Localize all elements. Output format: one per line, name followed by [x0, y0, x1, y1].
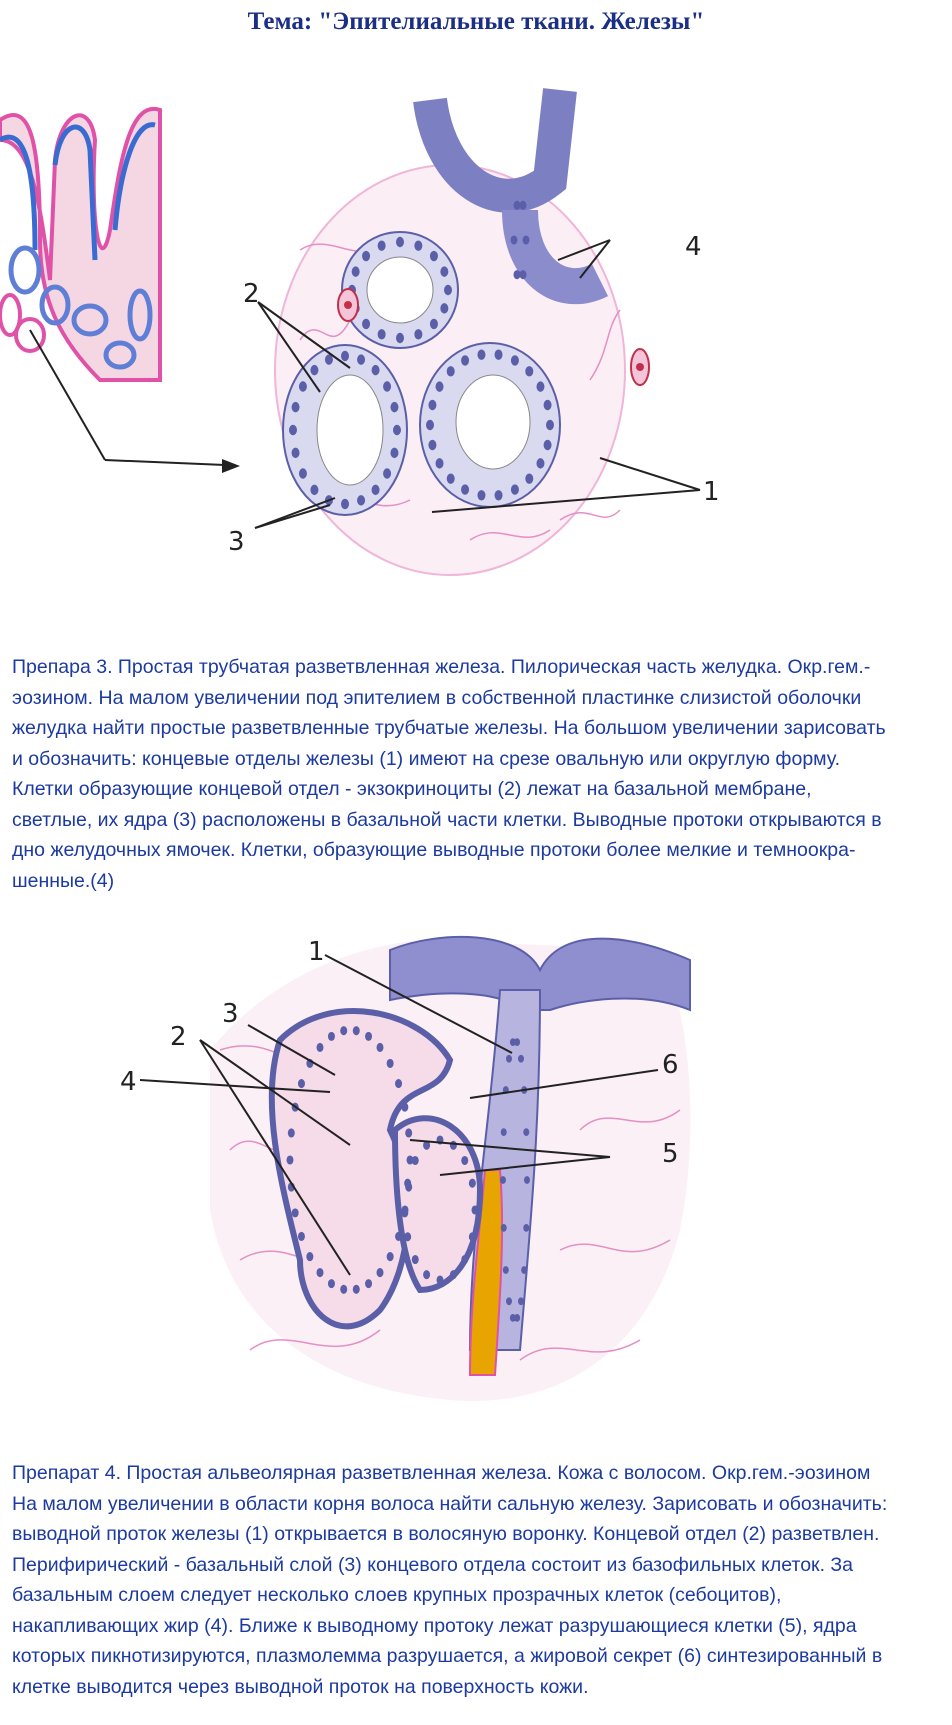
- cell-nucleus: [362, 251, 370, 261]
- cell-nucleus: [536, 381, 544, 391]
- cell-nucleus: [506, 1297, 512, 1305]
- cell-nucleus: [525, 473, 533, 483]
- cell-nucleus: [461, 484, 469, 494]
- caption2-line: Препарат 4. Простая альвеолярная разветвленная железа. Кожа с волосом. Окр.гем.-эозином: [12, 1462, 871, 1484]
- cell-nucleus: [450, 1270, 457, 1279]
- cell-nucleus: [310, 365, 318, 375]
- cell-nucleus: [383, 468, 391, 478]
- cell-nucleus: [428, 400, 436, 410]
- cell-nucleus: [328, 1032, 335, 1041]
- sebaceous-gland: [272, 1011, 480, 1326]
- cell-nucleus: [396, 333, 404, 343]
- cell-nucleus: [396, 237, 404, 247]
- caption2-line: Перифирический - базальный слой (3) концевого отдела состоит из базофильных клеток. За: [12, 1553, 854, 1576]
- cell-nucleus: [518, 1297, 524, 1305]
- cell-nucleus: [377, 1043, 384, 1052]
- cell-nucleus: [430, 319, 438, 329]
- cell-nucleus: [440, 266, 448, 276]
- label-2: 2: [170, 1022, 187, 1052]
- cell-nucleus: [393, 425, 401, 435]
- cell-nucleus: [521, 1266, 527, 1274]
- cell-nucleus: [469, 1179, 476, 1188]
- cell-nucleus: [511, 355, 519, 365]
- cell-nucleus: [426, 420, 434, 430]
- caption1-line: и обозначить: концевые отделы железы (1) имеют на срезе овальную или округлую форму.: [12, 747, 841, 770]
- cell-nucleus: [430, 251, 438, 261]
- label-5: 5: [662, 1139, 679, 1169]
- cell-nucleus: [461, 355, 469, 365]
- cell-nucleus: [378, 240, 386, 250]
- cell-nucleus: [518, 1055, 524, 1063]
- figure-pyloric-gland: [0, 80, 952, 620]
- figure-sebaceous-gland: [0, 930, 952, 1470]
- cell-nucleus: [288, 1128, 295, 1137]
- cell-nucleus: [401, 1103, 408, 1112]
- cell-nucleus: [503, 1266, 509, 1274]
- cell-nucleus: [514, 201, 521, 210]
- cell-nucleus: [298, 1079, 305, 1088]
- cell-nucleus: [299, 468, 307, 478]
- cell-nucleus: [500, 1176, 506, 1184]
- cell-nucleus: [298, 1232, 305, 1241]
- cell-nucleus: [546, 420, 554, 430]
- cell-nucleus: [365, 1032, 372, 1041]
- cell-nucleus: [544, 440, 552, 450]
- cell-nucleus: [469, 1232, 476, 1241]
- cell-nucleus: [404, 1232, 411, 1241]
- cell-nucleus: [352, 266, 360, 276]
- cell-nucleus: [383, 381, 391, 391]
- label-4: 4: [685, 232, 702, 262]
- cell-nucleus: [428, 440, 436, 450]
- caption1-line: Препара 3. Простая трубчатая разветвленная железа. Пилорическая часть желудка. Окр.гем.-: [12, 656, 871, 678]
- cell-nucleus: [510, 1314, 516, 1322]
- cell-nucleus: [357, 495, 365, 505]
- cell-nucleus: [341, 499, 349, 509]
- cell-nucleus: [437, 1275, 444, 1284]
- cell-nucleus: [495, 350, 503, 360]
- cell-nucleus: [511, 235, 518, 244]
- cell-nucleus: [289, 425, 297, 435]
- cell-nucleus: [387, 1059, 394, 1068]
- cell-nucleus: [341, 351, 349, 361]
- cell-nucleus: [436, 381, 444, 391]
- cell-nucleus: [377, 1268, 384, 1277]
- cell-nucleus: [514, 1038, 520, 1046]
- cell-nucleus: [506, 1055, 512, 1063]
- cell-nucleus: [520, 270, 527, 279]
- cell-nucleus: [472, 1205, 479, 1214]
- cell-nucleus: [387, 1252, 394, 1261]
- cell-nucleus: [292, 402, 300, 412]
- cell-nucleus: [450, 1141, 457, 1150]
- cell-nucleus: [501, 1224, 507, 1232]
- cell-nucleus: [357, 354, 365, 364]
- caption2-line: На малом увеличении в области корня волоса найти сальную железу. Зарисовать и обозначить:: [12, 1492, 888, 1515]
- cell-nucleus: [328, 1279, 335, 1288]
- cell-nucleus: [405, 1128, 412, 1137]
- cell-nucleus: [317, 1043, 324, 1052]
- inset-drawing: [0, 109, 160, 460]
- cell-nucleus: [362, 319, 370, 329]
- label-3: 3: [222, 999, 239, 1029]
- cell-nucleus: [390, 402, 398, 412]
- magnification-arrow: [105, 460, 225, 465]
- label-6: 6: [662, 1050, 679, 1080]
- caption2-line: выводной проток железы (1) открывается в волосяную воронку. Концевой отдел (2) разветвлен.: [12, 1523, 880, 1545]
- cell-nucleus: [520, 201, 527, 210]
- cell-nucleus: [461, 1255, 468, 1264]
- cell-nucleus: [524, 1176, 530, 1184]
- cell-nucleus: [310, 485, 318, 495]
- cell-nucleus: [292, 1208, 299, 1217]
- cell-nucleus: [461, 1156, 468, 1165]
- cell-nucleus: [404, 1179, 411, 1188]
- cell-nucleus: [514, 270, 521, 279]
- caption1-line: желудка найти простые разветвленные трубчатые железы. На большом увеличении зарисовать: [12, 717, 886, 739]
- cell-nucleus: [402, 1205, 409, 1214]
- cell-nucleus: [317, 1268, 324, 1277]
- cell-nucleus: [444, 285, 452, 295]
- end-section-left: [283, 345, 407, 515]
- cell-nucleus: [306, 1252, 313, 1261]
- cell-nucleus: [447, 366, 455, 376]
- cell-nucleus: [287, 1155, 294, 1164]
- cell-nucleus: [523, 1128, 529, 1136]
- cell-nucleus: [365, 1279, 372, 1288]
- cell-nucleus: [436, 458, 444, 468]
- caption1-line: светлые, их ядра (3) расположены в базальной части клетки. Выводные протоки открываются в: [12, 808, 882, 831]
- caption2-line: клетке выводится через выводной проток на поверхность кожи.: [12, 1675, 589, 1698]
- end-section-top: [342, 232, 458, 348]
- cell-nucleus: [390, 448, 398, 458]
- cell-nucleus: [353, 1026, 360, 1035]
- cell-nucleus: [395, 1079, 402, 1088]
- cell-nucleus: [536, 458, 544, 468]
- cell-nucleus: [340, 1285, 347, 1294]
- cell-nucleus: [412, 1156, 419, 1165]
- cell-nucleus: [292, 448, 300, 458]
- cell-nucleus: [414, 329, 422, 339]
- caption-preparation-3: [12, 652, 942, 896]
- caption2-line: базальным слоем следует несколько слоев крупных прозрачных клеток (себоцитов),: [12, 1584, 782, 1606]
- cell-nucleus: [501, 1128, 507, 1136]
- end-section-right: [420, 343, 560, 507]
- cell-nucleus: [525, 366, 533, 376]
- cell-nucleus: [477, 350, 485, 360]
- cell-nucleus: [440, 303, 448, 313]
- cell-nucleus: [395, 1232, 402, 1241]
- cell-nucleus: [523, 235, 530, 244]
- cell-nucleus: [299, 381, 307, 391]
- cell-nucleus: [544, 400, 552, 410]
- caption1-line: дно желудочных ямочек. Клетки, образующие выводные протоки более мелкие и темноокра-: [12, 839, 856, 861]
- label-2: 2: [243, 279, 260, 309]
- label-1: 1: [703, 477, 720, 507]
- cell-nucleus: [412, 1255, 419, 1264]
- label-1: 1: [308, 937, 325, 967]
- caption1-line: эозином. На малом увеличении под эпителием в собственной пластинке слизистой оболочки: [12, 686, 862, 709]
- cell-nucleus: [340, 1026, 347, 1035]
- label-3: 3: [228, 527, 245, 557]
- caption2-line: накапливающих жир (4). Ближе к выводному протоку лежат разрушающиеся клетки (5), ядра: [12, 1614, 857, 1637]
- cell-nucleus: [378, 329, 386, 339]
- caption1-line: шенные.(4): [12, 869, 115, 892]
- label-4: 4: [120, 1067, 137, 1097]
- cell-nucleus: [372, 365, 380, 375]
- cell-nucleus: [414, 240, 422, 250]
- cell-nucleus: [511, 484, 519, 494]
- caption-preparation-4: [12, 1458, 942, 1702]
- page-title: Тема: "Эпителиальные ткани. Железы": [247, 8, 705, 35]
- cell-nucleus: [495, 490, 503, 500]
- caption2-line: которых пикнотизируются, плазмолемма разрушается, а жировой секрет (6) синтезированный в: [12, 1645, 883, 1667]
- cell-nucleus: [477, 490, 485, 500]
- cell-nucleus: [353, 1285, 360, 1294]
- cell-nucleus: [523, 1224, 529, 1232]
- cell-nucleus: [447, 473, 455, 483]
- caption1-line: Клетки образующие концевой отдел - экзокриноциты (2) лежат на базальной мембране,: [12, 778, 812, 800]
- cell-nucleus: [423, 1270, 430, 1279]
- cell-nucleus: [372, 485, 380, 495]
